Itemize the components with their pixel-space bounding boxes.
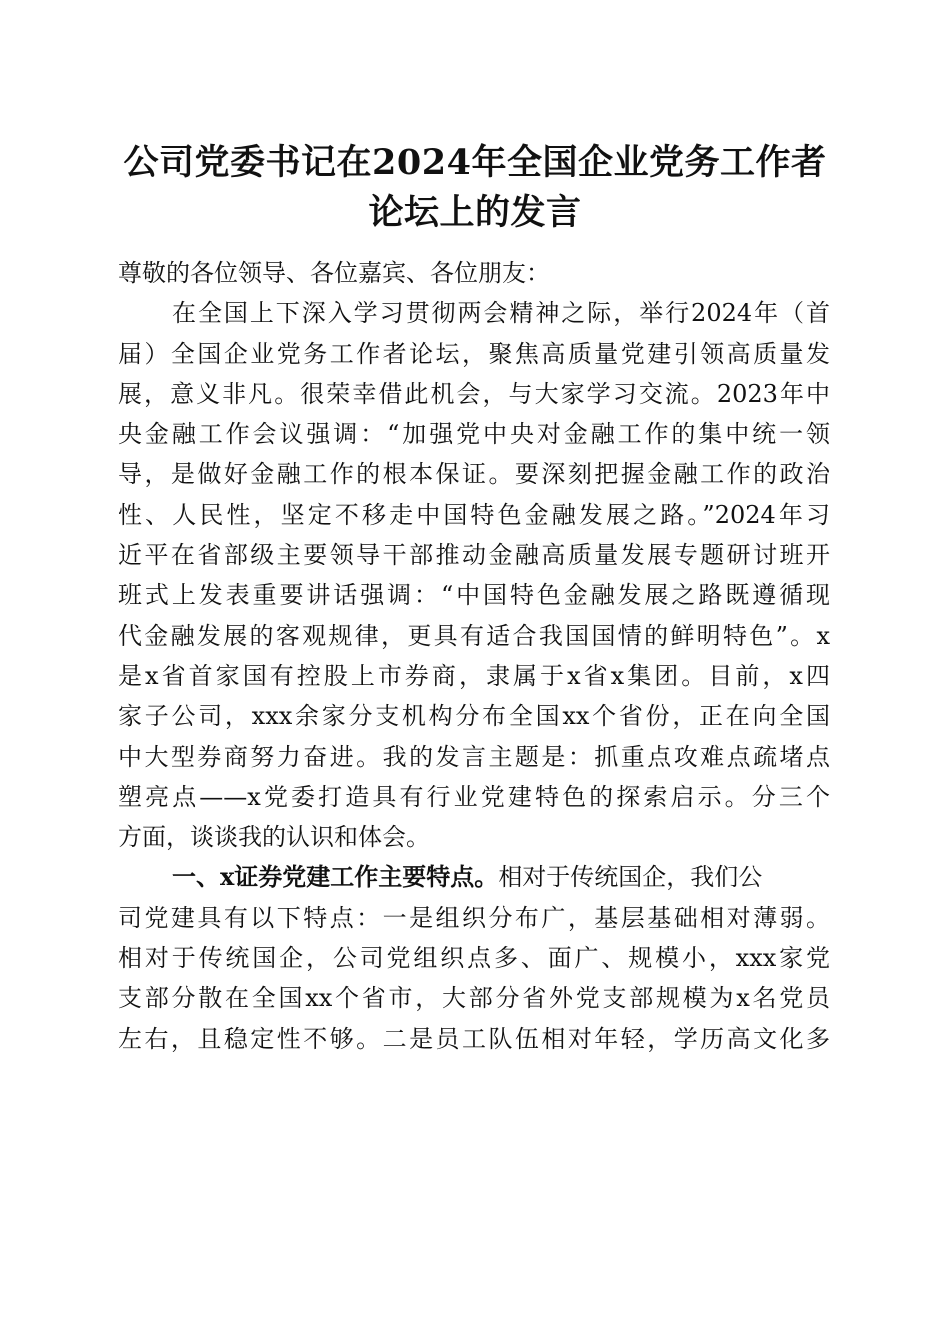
paragraph-line: 央金融工作会议强调：“加强党中央对金融工作的集中统一领 [118, 420, 830, 449]
paragraph-line: 司党建具有以下特点：一是组织分布广，基层基础相对薄弱。 [118, 903, 830, 932]
paragraph-line: 是x省首家国有控股上市券商，隶属于x省x集团。目前，x四 [118, 661, 830, 690]
section-1-first-line [118, 857, 830, 897]
paragraph-line: 相对于传统国企，公司党组织点多、面广、规模小，xxx家党 [118, 944, 830, 973]
paragraph-line: 导，是做好金融工作的根本保证。要深刻把握金融工作的政治 [118, 460, 830, 489]
section-1-heading: 一、x证券党建工作主要特点。 [172, 862, 499, 892]
paragraph-line: 届）全国企业党务工作者论坛，聚焦高质量党建引领高质量发 [118, 339, 830, 368]
paragraph-line: 在全国上下深入学习贯彻两会精神之际，举行2024年（首 [172, 299, 830, 328]
paragraph-1 [118, 293, 830, 857]
paragraph-line: 方面，谈谈我的认识和体会。 [118, 823, 430, 852]
salutation: 尊敬的各位领导、各位嘉宾、各位朋友： [118, 259, 550, 287]
paragraph-line: 左右，且稳定性不够。二是员工队伍相对年轻，学历高文化多 [118, 1024, 830, 1053]
paragraph-line: 展，意义非凡。很荣幸借此机会，与大家学习交流。2023年中 [118, 379, 830, 408]
paragraph-line: 中大型券商努力奋进。我的发言主题是：抓重点攻难点疏堵点 [118, 742, 830, 771]
title-line-1: 公司党委书记在2024年全国企业党务工作者 [123, 142, 827, 183]
paragraph-line: 性、人民性，坚定不移走中国特色金融发展之路。”2024年习 [118, 500, 830, 529]
paragraph-line: 代金融发展的客观规律，更具有适合我国国情的鲜明特色”。x [118, 621, 830, 650]
document-title [60, 138, 890, 238]
paragraph-line: 近平在省部级主要领导干部推动金融高质量发展专题研讨班开 [118, 541, 830, 570]
paragraph-line: 支部分散在全国xx个省市，大部分省外党支部规模为x名党员 [118, 984, 830, 1013]
title-line-2: 论坛上的发言 [368, 192, 582, 233]
paragraph-line: 家子公司，xxx余家分支机构分布全国xx个省份，正在向全国 [118, 702, 830, 731]
section-1-first-line-text: 相对于传统国企，我们公 [498, 863, 763, 892]
paragraph-line: 班式上发表重要讲话强调：“中国特色金融发展之路既遵循现 [118, 581, 830, 610]
paragraph-line: 塑亮点——x党委打造具有行业党建特色的探索启示。分三个 [118, 782, 830, 811]
document-body [118, 253, 830, 1059]
section-1 [118, 857, 830, 1058]
